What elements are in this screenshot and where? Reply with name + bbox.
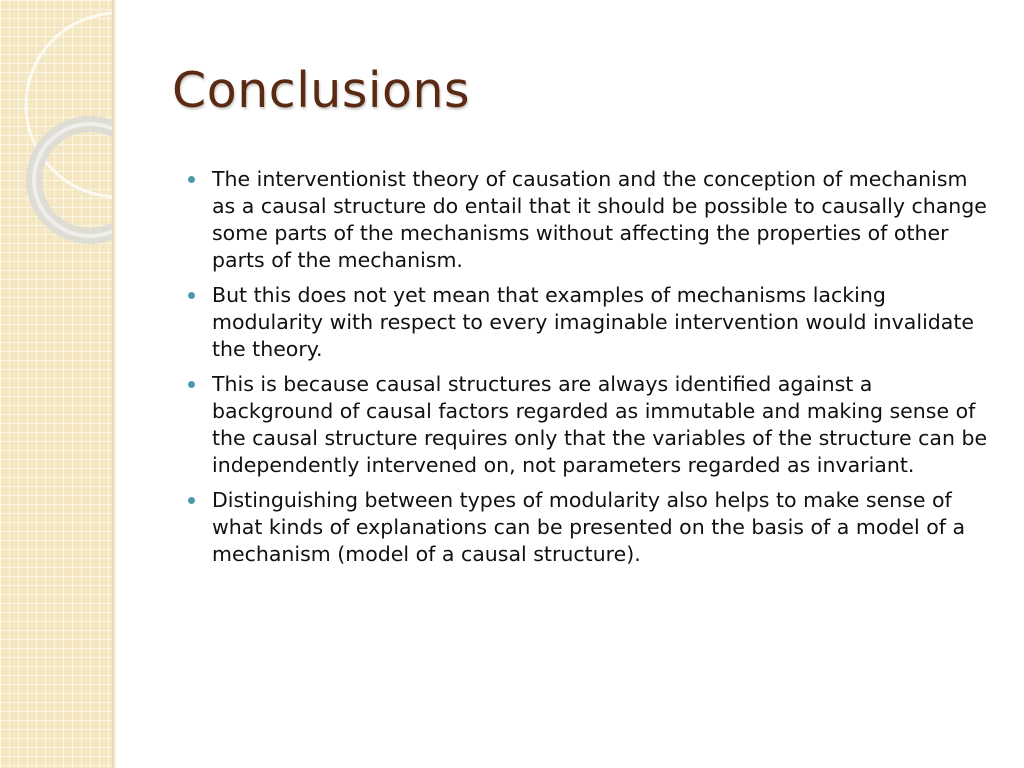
bullet-item xyxy=(188,282,988,363)
bullet-dot-icon xyxy=(188,497,195,504)
decorative-side-band xyxy=(0,0,112,768)
bullet-text: The interventionist theory of causation and the conception of mechanism as a causal structure do entail that it should be possible to causally change some parts of the mechanisms without affecting the properties of other parts of the mechanism. xyxy=(212,167,987,272)
slide-title: Conclusions xyxy=(172,62,471,119)
bullet-item xyxy=(188,487,988,568)
bullet-text: But this does not yet mean that examples of mechanisms lacking modularity with respect to every imaginable intervention would invalidate the theory. xyxy=(212,283,974,361)
bullet-dot-icon xyxy=(188,381,195,388)
bullet-text: Distinguishing between types of modularity also helps to make sense of what kinds of explanations can be presented on the basis of a model of a mechanism (model of a causal structure). xyxy=(212,488,966,566)
bullet-text: This is because causal structures are always identified against a background of causal factors regarded as immutable and making sense of the causal structure requires only that the variables of the structure can be independently intervened on, not parameters regarded as invariant. xyxy=(212,372,988,477)
decorative-ring-lower xyxy=(34,124,112,236)
bullet-list xyxy=(188,166,988,576)
bullet-item xyxy=(188,371,988,479)
bullet-item xyxy=(188,166,988,274)
bullet-dot-icon xyxy=(188,176,195,183)
decorative-rings xyxy=(0,0,112,768)
side-band-edge xyxy=(112,0,116,768)
bullet-dot-icon xyxy=(188,292,195,299)
